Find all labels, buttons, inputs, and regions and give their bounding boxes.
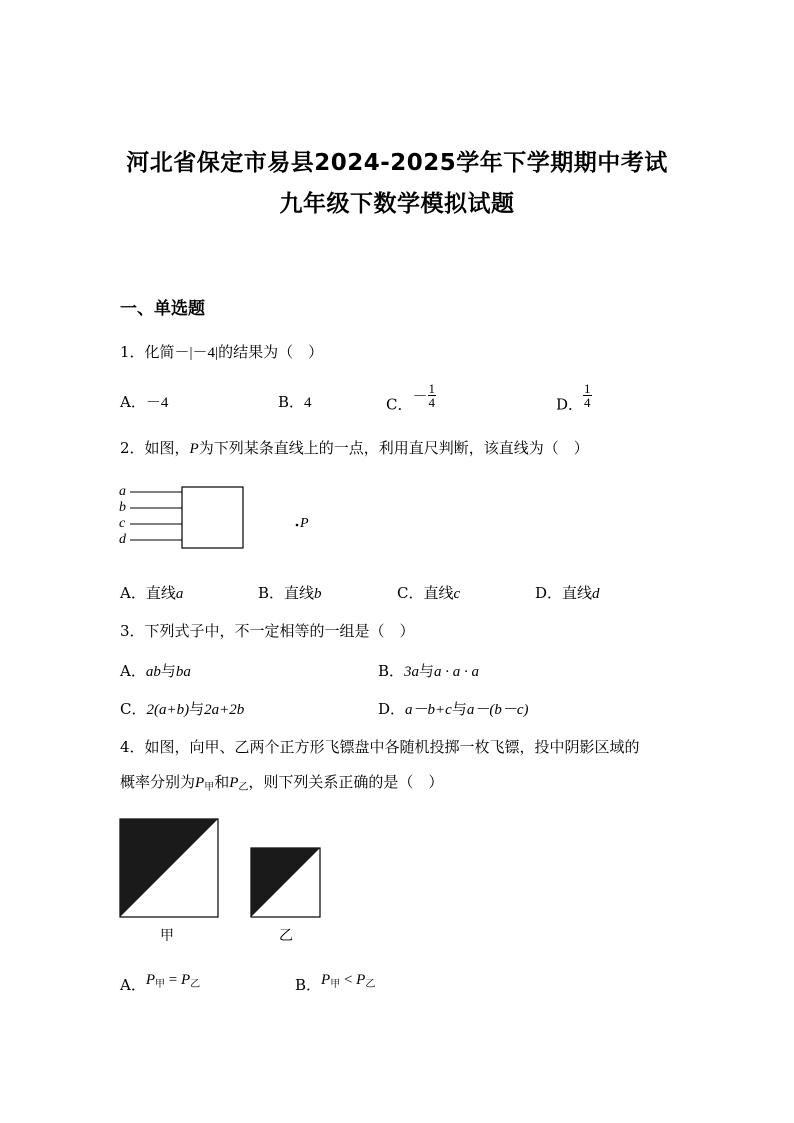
q4-line2-suffix: ，则下列关系正确的是（ ）	[248, 773, 444, 791]
q4-option-b-label: B．	[295, 976, 322, 994]
section-heading-single-choice: 一、单选题	[120, 299, 205, 319]
q3-option-c-right: 2a+2b	[204, 702, 245, 718]
q4-option-a-relation: =	[165, 972, 181, 988]
q3-option-b-label: B．	[378, 662, 405, 680]
q2-option-d[interactable]	[535, 582, 600, 603]
page-title: 河北省保定市易县2024-2025学年下学期期中考试	[126, 150, 668, 176]
q2-option-a[interactable]	[120, 582, 183, 603]
q2-option-c-var: c	[453, 586, 461, 602]
q3-option-b-left: 3a	[404, 664, 420, 680]
q1-option-d-numerator: 1	[584, 381, 591, 396]
q4-option-a-right: $P_乙$	[180, 972, 201, 990]
q1-expression: －|－4|	[174, 345, 219, 361]
q4-figure	[118, 817, 324, 919]
q4-option-b[interactable]	[295, 970, 375, 995]
q1-option-c-fraction	[428, 382, 437, 409]
q3-option-a[interactable]	[120, 660, 191, 681]
q1-option-a-label: A．	[120, 393, 146, 411]
q2-option-c[interactable]	[397, 582, 460, 603]
caption-jia: 甲	[160, 928, 174, 944]
q4-option-a-label: A．	[120, 976, 146, 994]
q3-option-d-right: a－(b－c)	[466, 702, 529, 718]
q3-option-d-left: a－b+c	[405, 702, 452, 718]
q1-option-c[interactable]	[386, 382, 436, 415]
q3-option-d-mid: 与	[451, 700, 467, 718]
q2-option-b-var: b	[314, 586, 322, 602]
q4-option-a-left: $P_甲$	[145, 972, 166, 990]
q4-option-b-right: $P_乙$	[356, 972, 376, 990]
q3-option-c[interactable]	[120, 698, 244, 719]
q1-prefix: 1．化简	[120, 343, 175, 361]
q4-option-b-left: $P_甲$	[321, 972, 341, 990]
question-1	[120, 341, 323, 362]
q1-option-c-sign: －	[412, 389, 428, 405]
q2-option-a-label: A．直线	[120, 584, 176, 602]
q1-option-a-value: －4	[145, 395, 169, 411]
label-line-b: b	[119, 500, 126, 515]
q3-option-a-right: ba	[175, 664, 191, 680]
q3-option-b[interactable]	[378, 660, 479, 681]
q2-option-a-var: a	[175, 586, 184, 602]
q1-option-d-label: D．	[556, 395, 584, 414]
q2-option-b[interactable]	[258, 582, 322, 603]
q4-p-yi: $P_乙$	[229, 775, 249, 793]
q3-option-a-label: A．	[120, 662, 146, 680]
q1-option-c-denominator: 4	[428, 395, 435, 410]
caption-yi: 乙	[279, 928, 293, 944]
label-point-p: P	[300, 516, 309, 531]
q4-line2-prefix: 概率分别为	[120, 773, 196, 791]
q4-mid: 和	[214, 773, 230, 791]
q3-option-c-left: 2(a+b)	[146, 702, 190, 718]
q1-option-b-label: B．	[278, 393, 305, 411]
point-p-dot	[296, 524, 299, 527]
q2-option-d-var: d	[592, 586, 600, 602]
q3-option-a-left: ab	[145, 664, 161, 680]
q1-option-d-fraction	[583, 382, 592, 409]
q1-option-a[interactable]	[120, 391, 168, 412]
q2-option-d-label: D．直线	[535, 584, 593, 602]
question-2	[120, 437, 589, 458]
q1-option-c-numerator: 1	[428, 381, 435, 396]
q1-option-b-value: 4	[304, 395, 312, 411]
q2-suffix: 为下列某条直线上的一点，利用直尺判断，该直线为（ ）	[198, 439, 589, 457]
q4-option-b-relation: <	[340, 972, 357, 988]
q2-var-p: P	[189, 441, 199, 457]
question-3: 3．下列式子中，不一定相等的一组是（ ）	[120, 622, 415, 640]
q3-option-c-mid: 与	[189, 700, 205, 718]
ruler-cover-rectangle	[182, 487, 243, 548]
q3-option-c-label: C．	[120, 700, 147, 718]
q2-figure	[112, 480, 332, 556]
q3-option-b-mid: 与	[419, 662, 435, 680]
page-subtitle: 九年级下数学模拟试题	[279, 191, 515, 217]
q4-p-jia: $P_甲$	[195, 775, 215, 793]
q3-option-b-right: a · a · a	[434, 664, 480, 680]
q1-suffix: 的结果为（ ）	[218, 343, 324, 361]
q3-option-d[interactable]	[378, 698, 528, 719]
q1-option-d-denominator: 4	[584, 395, 591, 410]
q2-option-b-label: B．直线	[258, 584, 315, 602]
q3-option-a-mid: 与	[160, 662, 176, 680]
label-line-c: c	[119, 516, 126, 531]
q1-option-d[interactable]	[556, 382, 592, 415]
question-4-line-1: 4．如图，向甲、乙两个正方形飞镖盘中各随机投掷一枚飞镖，投中阴影区域的	[120, 738, 640, 756]
label-line-d: d	[119, 532, 126, 547]
q3-option-d-label: D．	[378, 700, 406, 718]
question-4-line-2	[120, 771, 443, 793]
q2-option-c-label: C．直线	[397, 584, 454, 602]
q1-option-c-label: C．	[386, 395, 413, 414]
q4-option-a[interactable]	[120, 970, 200, 995]
label-line-a: a	[119, 484, 126, 499]
q2-prefix: 2．如图，	[120, 439, 190, 457]
q1-option-b[interactable]	[278, 391, 312, 412]
